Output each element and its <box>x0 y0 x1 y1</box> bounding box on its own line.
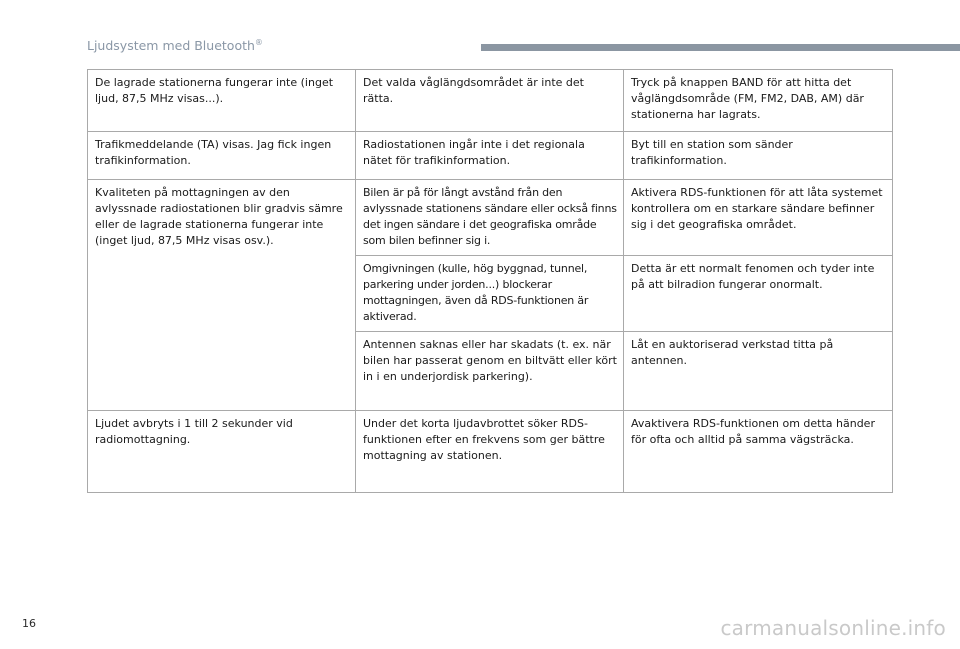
solution-cell: Detta är ett normalt fenomen och tyder inte på att bilradion fungerar onormalt. <box>624 256 893 332</box>
cause-cell: Antennen saknas eller har skadats (t. ex. när bilen har passerat genom en biltvätt eller kört in i en underjordisk parkering). <box>356 332 624 411</box>
watermark-text: carmanualsonline.info <box>720 616 946 640</box>
cause-cell: Det valda våglängdsområdet är inte det rätta. <box>356 70 624 132</box>
troubleshooting-table <box>87 69 893 493</box>
problem-cell: De lagrade stationerna fungerar inte (inget ljud, 87,5 MHz visas...). <box>88 70 356 132</box>
header-bar <box>481 44 960 51</box>
table-row <box>88 411 893 493</box>
header-title-text: Ljudsystem med Bluetooth <box>87 38 255 54</box>
page-number: 16 <box>22 617 36 630</box>
solution-cell: Avaktivera RDS-funktionen om detta händer för ofta och alltid på samma vägsträcka. <box>624 411 893 493</box>
problem-cell: Ljudet avbryts i 1 till 2 sekunder vid radiomottagning. <box>88 411 356 493</box>
table-row <box>88 132 893 180</box>
solution-cell: Tryck på knappen BAND för att hitta det våglängdsområde (FM, FM2, DAB, AM) där stationerna har lagrats. <box>624 70 893 132</box>
solution-cell: Byt till en station som sänder trafikinformation. <box>624 132 893 180</box>
cause-cell: Radiostationen ingår inte i det regionala nätet för trafikinformation. <box>356 132 624 180</box>
page-header-title <box>87 38 263 53</box>
cause-cell: Bilen är på för långt avstånd från den avlyssnade stationens sändare eller också finns det ingen sändare i det geografiska område som bilen befinner sig i. <box>356 180 624 256</box>
problem-cell: Kvaliteten på mottagningen av den avlyssnade radiostationen blir gradvis sämre eller de lagrade stationerna fungerar inte (inget ljud, 87,5 MHz visas osv.). <box>88 180 356 411</box>
registered-mark: ® <box>254 38 263 47</box>
table-row <box>88 180 893 256</box>
solution-cell: Låt en auktoriserad verkstad titta på antennen. <box>624 332 893 411</box>
table-row <box>88 70 893 132</box>
problem-cell: Trafikmeddelande (TA) visas. Jag fick ingen trafikinformation. <box>88 132 356 180</box>
solution-cell: Aktivera RDS-funktionen för att låta systemet kontrollera om en starkare sändare befinner sig i det geografiska området. <box>624 180 893 256</box>
cause-cell: Under det korta ljudavbrottet söker RDS-funktionen efter en frekvens som ger bättre mottagning av stationen. <box>356 411 624 493</box>
cause-cell: Omgivningen (kulle, hög byggnad, tunnel, parkering under jorden...) blockerar mottagningen, även då RDS-funktionen är aktiverad. <box>356 256 624 332</box>
